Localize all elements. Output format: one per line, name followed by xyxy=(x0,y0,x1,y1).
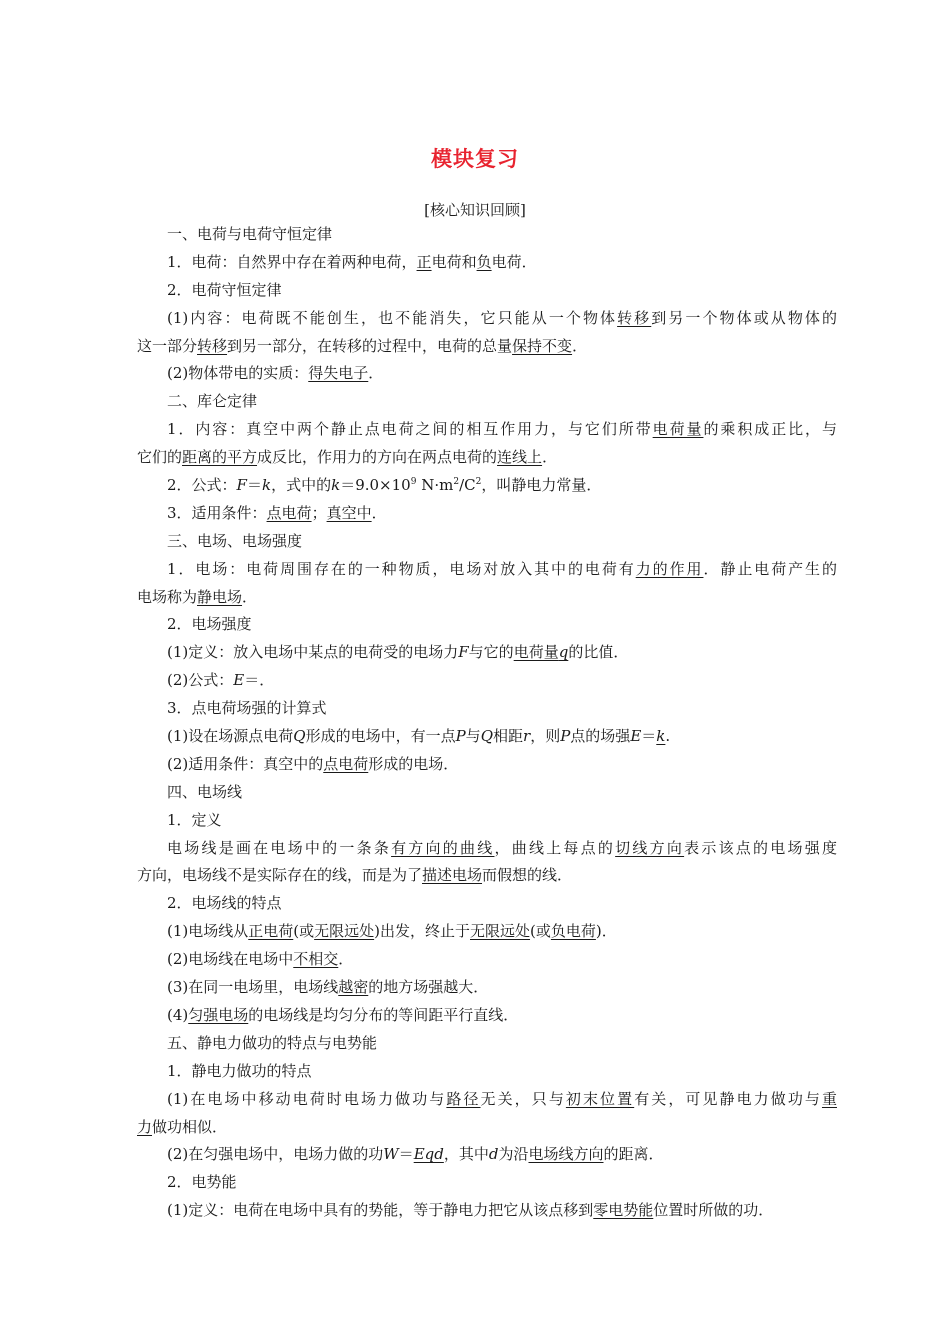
answer-blank: 越密 xyxy=(338,978,369,997)
text-segment: ； xyxy=(311,503,327,522)
section-subtitle: [核心知识回顾] xyxy=(424,201,526,219)
text-line xyxy=(137,807,837,835)
text-segment: (或 xyxy=(530,922,551,941)
text-segment: 1．电荷：自然界中存在着两种电荷， xyxy=(167,252,417,271)
text-line xyxy=(137,556,837,584)
answer-blank: 电荷量 xyxy=(513,643,559,662)
math-symbol: d xyxy=(488,1145,499,1164)
math-symbol: F xyxy=(458,643,469,662)
text-segment: N·m xyxy=(416,476,454,495)
text-segment: ，则 xyxy=(530,727,561,746)
text-segment: 2 xyxy=(453,477,460,488)
text-segment: 形成的电场． xyxy=(368,754,459,773)
text-segment: )出发，终止于 xyxy=(374,922,470,941)
text-segment: (1)在电场中移动电荷时电场力做功与 xyxy=(167,1089,447,1108)
text-segment: (4) xyxy=(167,1005,189,1024)
answer-blank: 重 xyxy=(821,1089,837,1108)
text-segment: ． xyxy=(338,950,354,969)
text-line xyxy=(137,835,837,863)
text-segment: ＝ xyxy=(398,1145,414,1164)
answer-blank: 保持不变 xyxy=(512,336,573,355)
text-segment: 9 xyxy=(410,477,417,488)
text-segment: 一、电荷与电荷守恒定律 xyxy=(167,225,333,243)
text-segment: (3)在同一电场里，电场线 xyxy=(167,978,339,997)
answer-blank: Eqd xyxy=(413,1145,444,1164)
math-symbol: r xyxy=(523,727,531,746)
answer-blank: 力的作用 xyxy=(635,559,704,578)
text-segment: ＝ xyxy=(641,727,657,746)
answer-blank: 得失电子 xyxy=(308,364,369,383)
text-segment: 无关，只与 xyxy=(480,1089,566,1108)
text-segment: 3．适用条件： xyxy=(167,503,267,522)
text-line xyxy=(137,388,837,416)
math-symbol: W xyxy=(383,1145,399,1164)
answer-blank: 转移 xyxy=(617,308,652,327)
text-segment: 2．电荷守恒定律 xyxy=(167,280,282,299)
answer-blank: 真空中 xyxy=(326,503,372,522)
text-segment: 相距 xyxy=(493,727,524,746)
text-line xyxy=(137,1030,837,1058)
text-line xyxy=(137,639,837,667)
answer-blank: 不相交 xyxy=(293,950,339,969)
text-segment: ＝ xyxy=(246,476,262,495)
text-segment: 四、电场线 xyxy=(167,782,243,801)
answer-blank: 距离的平方 xyxy=(182,448,258,467)
text-line xyxy=(137,918,837,946)
text-segment: /C xyxy=(459,476,476,495)
answer-blank: 描述电场 xyxy=(422,866,483,885)
answer-blank: q xyxy=(558,643,569,662)
text-line xyxy=(137,890,837,918)
math-symbol: P xyxy=(560,727,571,746)
answer-blank: 无限远处 xyxy=(470,922,531,941)
text-segment: ，其中 xyxy=(443,1145,489,1164)
text-segment: . xyxy=(665,727,671,746)
text-segment: 形成的电场中，有一点 xyxy=(305,727,456,746)
answer-blank: 静电场 xyxy=(197,587,243,606)
text-segment: 1．定义 xyxy=(167,810,222,829)
text-segment: 电荷． xyxy=(491,252,537,271)
text-line xyxy=(137,1002,837,1030)
math-symbol: Q xyxy=(293,727,306,746)
text-line xyxy=(137,611,837,639)
document-body xyxy=(137,221,837,1225)
text-segment: (2)公式： xyxy=(167,671,234,690)
text-segment: 点的场强 xyxy=(570,727,631,746)
text-segment: 为沿 xyxy=(498,1145,529,1164)
text-line xyxy=(137,695,837,723)
answer-blank: 点电荷 xyxy=(323,754,369,773)
text-segment: (2)物体带电的实质： xyxy=(167,364,309,383)
math-symbol: k xyxy=(261,476,272,495)
text-segment: 2．电场线的特点 xyxy=(167,894,282,913)
text-segment: 1．静电力做功的特点 xyxy=(167,1061,312,1080)
text-line xyxy=(137,500,837,528)
text-line xyxy=(137,305,837,333)
text-line xyxy=(137,360,837,388)
text-segment: 有关，可见静电力做功与 xyxy=(634,1089,822,1108)
answer-blank: 点电荷 xyxy=(266,503,312,522)
text-line xyxy=(137,751,837,779)
text-segment: (1)内容：电荷既不能创生，也不能消失，它只能从一个物体 xyxy=(167,308,618,327)
answer-blank: 正 xyxy=(416,252,432,271)
text-segment: ．静止电荷产生的 xyxy=(703,559,837,578)
answer-blank: k xyxy=(656,727,666,746)
text-segment: ＝9.0×10 xyxy=(340,476,411,495)
text-segment: 2．公式： xyxy=(167,476,237,495)
answer-blank: 切线方向 xyxy=(615,838,685,857)
text-segment: 的乘积成正比，与 xyxy=(703,420,837,439)
text-segment: ． xyxy=(572,336,588,355)
math-symbol: Q xyxy=(480,727,493,746)
text-segment: ． xyxy=(368,364,384,383)
answer-blank: 连线上 xyxy=(497,448,543,467)
math-symbol: k xyxy=(331,476,341,495)
text-line xyxy=(137,667,837,695)
text-segment: 电荷和 xyxy=(431,252,477,271)
text-line xyxy=(137,249,837,277)
text-line xyxy=(137,1086,837,1114)
text-segment: (1)电场线从 xyxy=(167,922,249,941)
text-line xyxy=(137,584,837,612)
text-segment: 方向，电场线不是实际存在的线，而是为了 xyxy=(137,866,423,885)
text-line xyxy=(137,472,837,500)
answer-blank: 力 xyxy=(137,1117,153,1136)
text-segment: (2)在匀强电场中，电场力做的功 xyxy=(167,1145,384,1164)
text-segment: 这一部分 xyxy=(137,336,198,355)
page-title: 模块复习 xyxy=(431,147,519,171)
text-line xyxy=(137,1114,837,1142)
text-segment: 与 xyxy=(465,727,481,746)
text-line xyxy=(137,779,837,807)
text-line xyxy=(137,1141,837,1169)
text-segment: 的距离． xyxy=(603,1145,664,1164)
text-segment: 2．电场强度 xyxy=(167,615,252,634)
text-segment: (2)电场线在电场中 xyxy=(167,950,294,969)
text-segment: 二、库仑定律 xyxy=(167,392,258,411)
text-segment: 到另一部分，在转移的过程中，电荷的总量 xyxy=(227,336,513,355)
text-segment: ，曲线上每点的 xyxy=(494,838,616,857)
answer-blank: 无限远处 xyxy=(314,922,375,941)
text-segment: (1)设在场源点电荷 xyxy=(167,727,294,746)
text-segment: ，叫静电力常量． xyxy=(481,476,602,495)
text-segment: (或 xyxy=(293,922,315,941)
text-segment: 与它的 xyxy=(468,643,514,662)
text-segment: 五、静电力做功的特点与电势能 xyxy=(167,1033,378,1052)
answer-blank: 初末位置 xyxy=(565,1089,635,1108)
text-segment: 2．电势能 xyxy=(167,1173,237,1192)
text-segment: 三、电场、电场强度 xyxy=(167,531,303,550)
text-segment: 的比值． xyxy=(568,643,629,662)
text-segment: ． xyxy=(371,503,387,522)
text-line xyxy=(137,1058,837,1086)
text-segment: 它们的 xyxy=(137,448,183,467)
text-segment: 位置时所做的功． xyxy=(653,1201,774,1220)
text-segment: 2 xyxy=(475,477,482,488)
math-symbol: P xyxy=(455,727,466,746)
text-segment: 成反比，作用力的方向在两点电荷的 xyxy=(257,448,498,467)
text-line xyxy=(137,528,837,556)
text-segment: (1)定义：电荷在电场中具有的势能，等于静电力把它从该点移到 xyxy=(167,1201,594,1220)
text-segment: 3．点电荷场强的计算式 xyxy=(167,699,327,718)
answer-blank: 电场线方向 xyxy=(528,1145,604,1164)
text-line xyxy=(137,221,837,249)
text-segment: (1)定义：放入电场中某点的电荷受的电场力 xyxy=(167,643,459,662)
text-segment: )． xyxy=(595,922,617,941)
text-line xyxy=(137,416,837,444)
text-segment: 而假想的线． xyxy=(482,866,573,885)
text-segment: 1．内容：真空中两个静止点电荷之间的相互作用力，与它们所带 xyxy=(167,420,653,439)
text-segment: 电场称为 xyxy=(137,587,198,606)
answer-blank: 负 xyxy=(476,252,492,271)
text-line xyxy=(137,862,837,890)
answer-blank: 路径 xyxy=(446,1089,481,1108)
text-segment: (2)适用条件：真空中的 xyxy=(167,754,324,773)
answer-blank: 正电荷 xyxy=(248,922,294,941)
math-symbol: E xyxy=(233,671,245,690)
text-segment: 表示该点的电场强度 xyxy=(684,838,837,857)
text-segment: 1．电场：电荷周围存在的一种物质，电场对放入其中的电荷有 xyxy=(167,559,636,578)
text-segment: 电场线是画在电场中的一条条 xyxy=(167,838,392,857)
text-line xyxy=(137,277,837,305)
text-segment: ＝． xyxy=(244,671,275,690)
text-line xyxy=(137,333,837,361)
text-line xyxy=(137,974,837,1002)
math-symbol: E xyxy=(630,727,642,746)
answer-blank: 负电荷 xyxy=(550,922,596,941)
text-segment: 的地方场强越大． xyxy=(368,978,489,997)
text-line xyxy=(137,946,837,974)
answer-blank: 零电势能 xyxy=(593,1201,654,1220)
text-segment: ，式中的 xyxy=(271,476,332,495)
answer-blank: 电荷量 xyxy=(652,420,704,439)
text-line xyxy=(137,723,837,751)
text-segment: ． xyxy=(542,448,558,467)
math-symbol: F xyxy=(236,476,247,495)
text-line xyxy=(137,444,837,472)
text-segment: ． xyxy=(242,587,258,606)
answer-blank: 转移 xyxy=(197,336,228,355)
answer-blank: 匀强电场 xyxy=(188,1005,249,1024)
text-segment: 到另一个物体或从物体的 xyxy=(651,308,837,327)
answer-blank: 有方向的曲线 xyxy=(391,838,495,857)
text-line xyxy=(137,1169,837,1197)
text-line xyxy=(137,1197,837,1225)
text-segment: 做功相似． xyxy=(152,1117,228,1136)
text-segment: 的电场线是均匀分布的等间距平行直线． xyxy=(248,1005,519,1024)
